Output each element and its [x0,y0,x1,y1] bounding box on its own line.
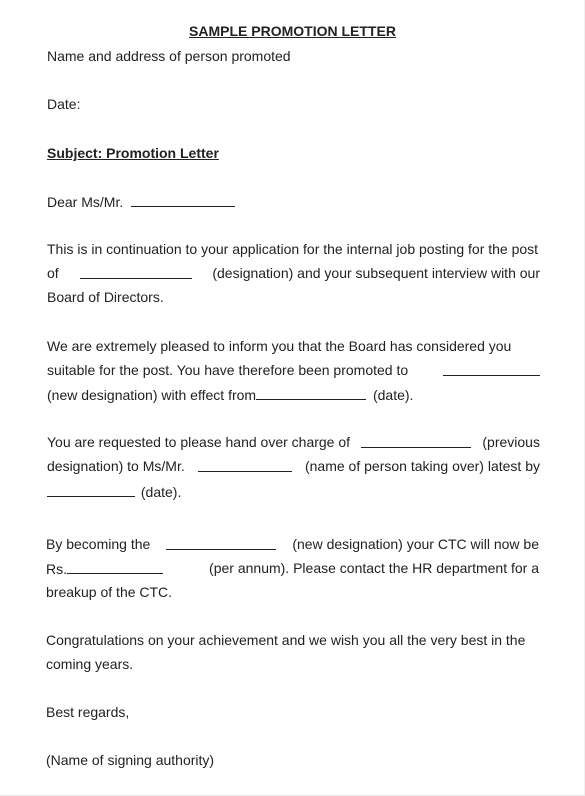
successor-name-blank [198,457,292,472]
effective-date-blank [256,385,366,400]
previous-designation-blank [361,433,471,448]
para4-line1-start: By becoming the [46,536,151,552]
letter-title: SAMPLE PROMOTION LETTER [189,23,396,39]
para3-line3 [47,482,181,501]
para2-line1: We are extremely pleased to inform you that the Board has considered you [47,338,512,354]
para1-line2-start: of [47,265,59,281]
para3-line1 [47,433,540,451]
address-line: Name and address of person promoted [47,48,291,64]
para1-line1: This is in continuation to your application for the internal job posting for the post [47,241,539,257]
date-line: Date: [47,96,81,112]
para3-line2-end: (name of person taking over) latest by [304,458,540,474]
rs-label: Rs. [46,561,67,577]
rs-group [46,559,163,578]
salutation-text: Dear Ms/Mr. [47,194,124,210]
subject-line: Subject: Promotion Letter [47,145,219,161]
para2-line3-end: (date). [372,387,414,403]
para3-line2-start: designation) to Ms/Mr. [47,458,185,474]
para1-line3: Board of Directors. [47,289,164,305]
para3-line2 [47,457,540,475]
para4-line1 [46,535,539,553]
ctc-amount-blank [67,559,163,574]
para2-line2-text: suitable for the post. You have therefore been promoted to [47,362,409,378]
para4-line2 [46,559,539,578]
designation-blank [80,264,192,279]
para2-line3 [47,385,413,404]
para3-line3-end: (date). [140,484,182,500]
para3-line1-start: You are requested to please hand over charge of [47,434,351,450]
para1-line2-end: (designation) and your subsequent interview with our [212,265,540,281]
para5-line2: coming years. [46,656,134,672]
para4-line3: breakup of the CTC. [46,584,173,600]
para4-line2-end: (per annum). Please contact the HR department for a [209,560,539,576]
salutation-line [47,192,235,211]
closing-line: Best regards, [46,704,130,720]
para1-line2 [47,264,540,282]
para4-line1-end: (new designation) your CTC will now be [292,536,539,552]
para2-line3-start: (new designation) with effect from [47,387,257,403]
para2-line2 [47,361,540,379]
handover-date-blank [47,482,135,497]
ctc-designation-blank [166,535,276,550]
new-designation-blank [443,361,540,376]
recipient-name-blank [131,192,235,207]
signatory-line: (Name of signing authority) [46,752,215,768]
para3-line1-end: (previous [482,434,540,450]
para5-line1: Congratulations on your achievement and we wish you all the very best in the [46,632,526,648]
